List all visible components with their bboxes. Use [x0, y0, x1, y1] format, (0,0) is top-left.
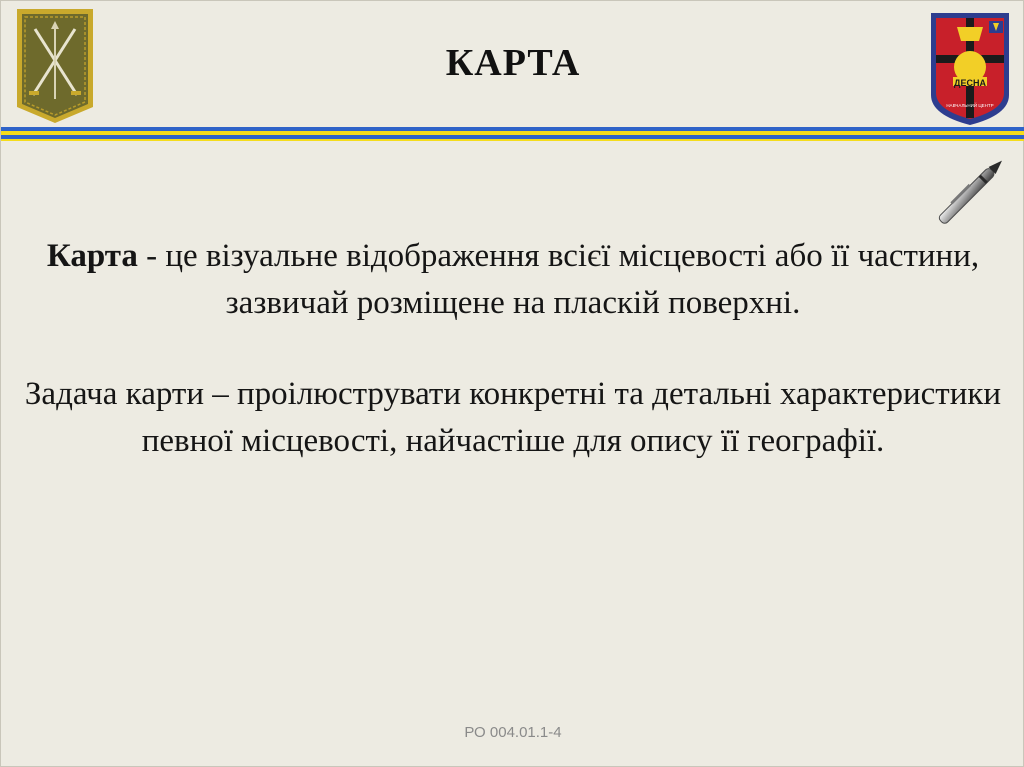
definition-paragraph: [21, 233, 1005, 327]
slide-body: [21, 233, 1005, 465]
definition-term: Карта: [46, 238, 138, 274]
definition-text: - це візуальне відображення всієї місцевості або її частини, зазвичай розміщене на пласкій поверхні.: [137, 238, 980, 321]
emblem-caption-text: НАВЧАЛЬНИЙ ЦЕНТР: [946, 103, 994, 108]
task-paragraph: Задача карти – проілюструвати конкретні та детальні характеристики певної місцевості, найчастіше для опису її географії.: [24, 376, 1002, 459]
pen-icon: [927, 145, 1019, 237]
slide-title: КАРТА: [445, 42, 581, 84]
header-stripe-yellow-lower: [1, 139, 1024, 141]
emblem-name-text: ДЕСНА: [954, 78, 986, 88]
document-code: РО 004.01.1-4: [464, 724, 562, 741]
